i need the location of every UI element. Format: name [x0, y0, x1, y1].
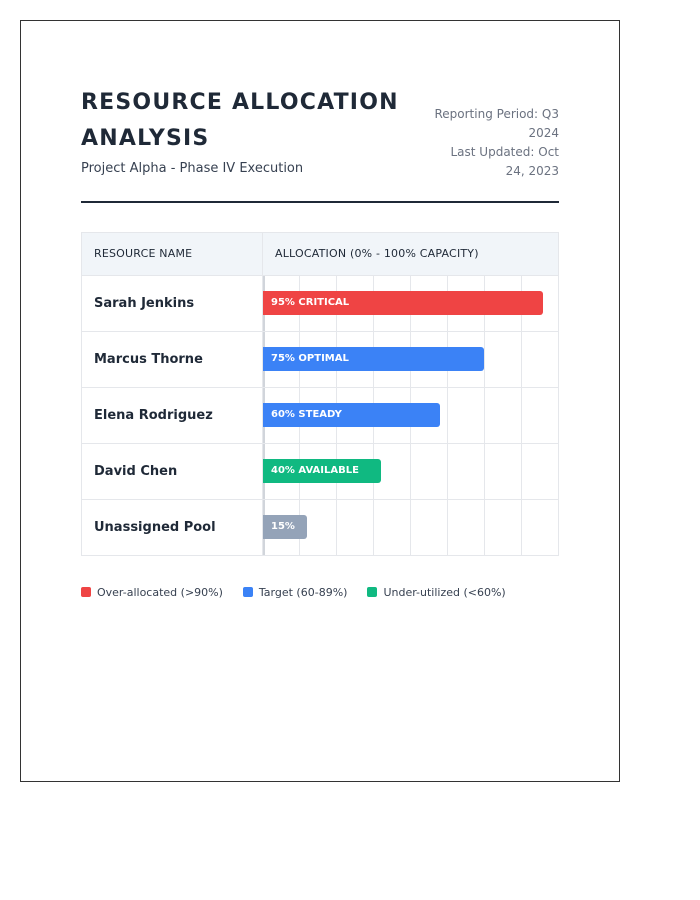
reporting-period: Reporting Period: Q3 2024	[434, 107, 559, 140]
table-body	[82, 276, 558, 555]
legend-label: Over-allocated (>90%)	[97, 585, 223, 599]
resource-name: Unassigned Pool	[94, 520, 216, 535]
column-header-resource-name: RESOURCE NAME	[94, 247, 193, 260]
report-header	[81, 81, 559, 203]
legend-swatch	[81, 587, 91, 597]
legend-label: Target (60-89%)	[258, 585, 348, 599]
legend	[81, 584, 526, 600]
report-meta	[429, 105, 559, 181]
allocation-track	[263, 276, 558, 331]
legend-item	[81, 586, 223, 599]
resource-name: David Chen	[94, 464, 178, 479]
allocation-table	[81, 232, 559, 556]
table-row	[82, 332, 558, 388]
column-divider	[262, 233, 263, 275]
table-header	[82, 233, 558, 276]
allocation-track	[263, 444, 558, 499]
column-header-allocation: ALLOCATION (0% - 100% CAPACITY)	[275, 247, 479, 260]
legend-swatch	[367, 587, 377, 597]
allocation-track	[263, 332, 558, 387]
allocation-bar: 15%	[263, 515, 307, 539]
allocation-bar: 40% AVAILABLE	[263, 459, 381, 483]
column-divider	[262, 500, 263, 555]
column-divider	[262, 444, 263, 499]
column-divider	[262, 332, 263, 387]
allocation-track	[263, 500, 558, 555]
allocation-bar: 60% STEADY	[263, 403, 440, 427]
legend-item	[367, 586, 505, 599]
legend-swatch	[243, 587, 253, 597]
resource-name: Elena Rodriguez	[94, 408, 213, 423]
column-divider	[262, 276, 263, 331]
table-row	[82, 388, 558, 444]
allocation-track	[263, 388, 558, 443]
table-row	[82, 276, 558, 332]
legend-item	[243, 586, 348, 599]
page-title: RESOURCE ALLOCATION ANALYSIS	[81, 90, 399, 151]
table-row	[82, 444, 558, 500]
allocation-bar: 75% OPTIMAL	[263, 347, 484, 371]
allocation-bar: 95% CRITICAL	[263, 291, 543, 315]
page-subtitle: Project Alpha - Phase IV Execution	[81, 161, 304, 176]
report-page	[20, 20, 620, 782]
legend-label: Under-utilized (<60%)	[383, 585, 506, 599]
last-updated: Last Updated: Oct 24, 2023	[450, 145, 559, 178]
resource-name: Marcus Thorne	[94, 352, 203, 367]
column-divider	[262, 388, 263, 443]
table-row	[82, 500, 558, 555]
resource-name: Sarah Jenkins	[94, 296, 195, 311]
